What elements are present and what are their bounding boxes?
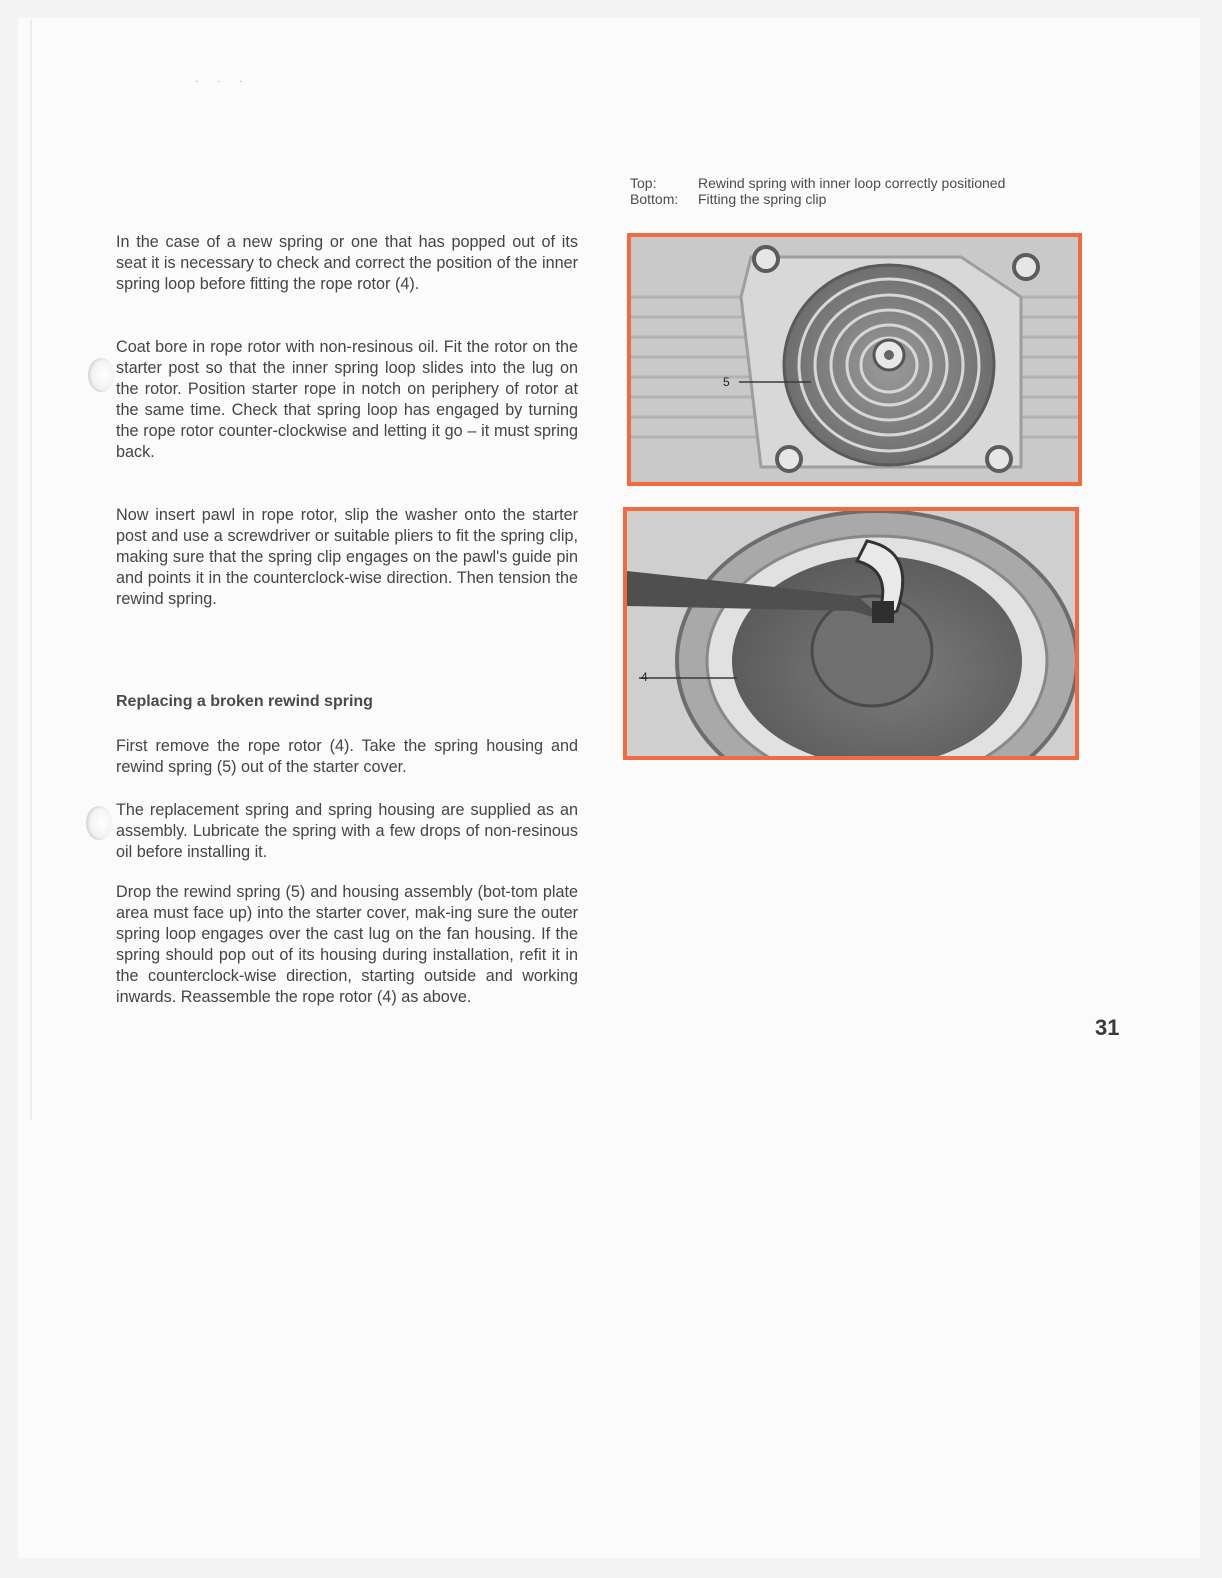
figure-caption: [630, 175, 1090, 207]
paragraph-inner-loop-check: In the case of a new spring or one that has popped out of its seat it is necessary to check and correct the position of the inner spring loop before fitting the rope rotor (4).: [116, 233, 578, 293]
paragraph-insert-pawl: Now insert pawl in rope rotor, slip the washer onto the starter post and use a screwdriver or suitable pliers to fit the spring clip, making sure that the spring clip engages on the pawl's guide pin and points it in the counterclock-wise direction. Then tension the rewind spring.: [116, 506, 578, 608]
callout-label-5: 5: [723, 375, 730, 389]
scan-specks: · · ·: [195, 76, 251, 87]
photo-rewind-spring-illustration: [631, 237, 1078, 482]
punch-hole-bottom: [86, 806, 112, 840]
photo-spring-clip: [623, 507, 1079, 760]
photo-rewind-spring: [627, 233, 1082, 486]
photo-spring-clip-illustration: [627, 511, 1075, 756]
caption-top-key: Top:: [630, 175, 657, 191]
paragraph-drop-spring: Drop the rewind spring (5) and housing assembly (bot-tom plate area must face up) into the starter cover, mak-ing sure the outer spring loop engages over the cast lug on the fan housing. If the spring should pop out of its housing during installation, refit it in the counterclock-wise direction, starting outside and working inwards. Reassemble the rope rotor (4) as above.: [116, 883, 578, 1006]
scan-edge-shadow: [30, 20, 32, 1120]
caption-top-text: Rewind spring with inner loop correctly positioned: [698, 175, 1006, 191]
page-number: 31: [1095, 1015, 1120, 1040]
caption-bottom-text: Fitting the spring clip: [698, 191, 827, 207]
section-heading: Replacing a broken rewind spring: [116, 693, 373, 710]
callout-label-4: 4: [641, 670, 648, 684]
paragraph-remove-rotor: First remove the rope rotor (4). Take the spring housing and rewind spring (5) out of the starter cover.: [116, 737, 578, 776]
caption-bottom-key: Bottom:: [630, 191, 679, 207]
punch-hole-top: [88, 358, 114, 392]
paragraph-replacement-spring: The replacement spring and spring housing are supplied as an assembly. Lubricate the spring with a few drops of non-resinous oil before installing it.: [116, 801, 578, 861]
paragraph-fit-rotor: Coat bore in rope rotor with non-resinous oil. Fit the rotor on the starter post so that the inner spring loop slides into the lug on the rotor. Position starter rope in notch on periphery of rotor at the same time. Check that spring loop has engaged by turning the rope rotor counter-clockwise and letting it go – it must spring back.: [116, 338, 578, 461]
